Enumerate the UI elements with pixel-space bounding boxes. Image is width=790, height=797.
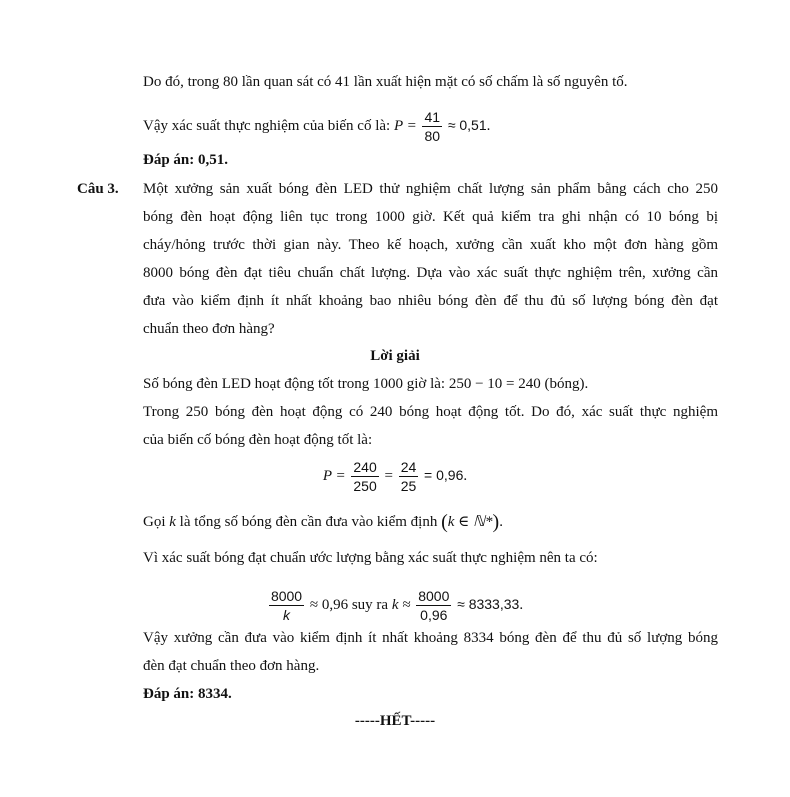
- math-lhs: P =: [393, 117, 417, 134]
- fraction-denominator: k: [283, 607, 291, 623]
- question-line: chuẩn theo đơn hàng?: [143, 321, 275, 337]
- solution-line: Gọi k là tổng số bóng đèn cần đưa vào kiểm định (k ∈ ℕ*).: [143, 511, 503, 533]
- probability-line: Vậy xác suất thực nghiệm của biến cố là: P = $\frac{41}{80}$ ≈ 0,51.: [143, 109, 491, 144]
- text-span: (bóng).: [544, 376, 589, 392]
- fraction: [399, 458, 419, 495]
- fraction-numerator: 8000: [270, 588, 303, 604]
- math-lhs: P =: [322, 467, 346, 484]
- fraction-denominator: 80: [424, 128, 441, 144]
- question-line: Một xưởng sản xuất bóng đèn LED thử nghiệm chất lượng sản phẩm bằng cách cho 250: [143, 181, 718, 197]
- answer-line: Đáp án: 0,51.: [143, 152, 229, 168]
- solution-line: của biến cố bóng đèn hoạt động tốt là:: [143, 432, 373, 448]
- fraction-numerator: 24: [400, 459, 417, 475]
- text-span: Số bóng đèn LED hoạt động tốt trong 1000 giờ là:: [143, 376, 446, 392]
- text-line: Do đó, trong 80 lần quan sát có 41 lần xuất hiện mặt có số chấm là số nguyên tố.: [143, 74, 628, 90]
- math-var: k: [169, 514, 176, 530]
- fraction-denominator: 0,96: [420, 607, 448, 623]
- solution-line: Vậy xưởng cần đưa vào kiểm định ít nhất khoảng 8334 bóng đèn để thu đủ số lượng bóng: [143, 630, 718, 646]
- fraction: [422, 108, 442, 145]
- fraction: [416, 587, 451, 624]
- math-set: k ∈ ℕ*: [447, 514, 493, 530]
- formula-probability: P = $\frac{240}{250}$ = $\frac{24}{25}$ = 0,96.: [322, 459, 468, 494]
- end-marker: -----HẾT-----: [354, 713, 436, 729]
- question-line: bóng đèn hoạt động liên tục trong 1000 giờ. Kết quả kiểm tra ghi nhận có 10 bóng bị: [143, 209, 718, 225]
- fraction-denominator: 25: [400, 478, 417, 494]
- fraction-numerator: 8000: [418, 588, 450, 604]
- math-expr: 250 − 10 = 240: [448, 376, 541, 392]
- text-span: là tổng số bóng đèn cần đưa vào kiểm định: [179, 514, 438, 530]
- fraction-denominator: 250: [353, 478, 377, 494]
- fraction: [351, 458, 378, 495]
- math-rhs: = 0,96: [424, 466, 464, 483]
- math-eq: =: [384, 467, 393, 484]
- solution-line: Vì xác suất bóng đạt chuẩn ước lượng bằng xác suất thực nghiệm nên ta có:: [143, 550, 598, 566]
- fraction: [269, 587, 304, 624]
- fraction-numerator: 41: [424, 109, 441, 125]
- solution-line: [143, 374, 718, 394]
- formula-k: $\frac{8000}{k}$ ≈ 0,96 suy ra k ≈ $\frac{8000}{0,96}$ ≈ 8333,33.: [270, 588, 524, 623]
- math-var: k ≈: [391, 596, 411, 613]
- answer-line: Đáp án: 8334.: [143, 686, 232, 702]
- question-line: 8000 bóng đèn đạt tiêu chuẩn chất lượng. Dựa vào xác suất thực nghiệm trên, xưởng cần: [143, 265, 718, 281]
- question-label: Câu 3.: [77, 181, 119, 197]
- math-mid: ≈ 0,96 suy ra: [309, 596, 389, 613]
- solution-line: đèn đạt chuẩn theo đơn hàng.: [143, 658, 320, 674]
- text-span: Gọi: [143, 514, 166, 530]
- question-line: cháy/hỏng trước thời gian này. Theo kế hoạch, xưởng cần xuất kho một đơn hàng gồm: [143, 237, 718, 253]
- solution-line: Trong 250 bóng đèn hoạt động có 240 bóng hoạt động tốt. Do đó, xác suất thực nghiệm: [143, 404, 718, 420]
- solution-title: Lời giải: [370, 348, 420, 364]
- math-rhs: ≈ 0,51: [447, 116, 487, 133]
- math-rhs: ≈ 8333,33: [457, 595, 520, 612]
- question-line: đưa vào kiểm định ít nhất khoảng bao nhiêu bóng đèn để thu đủ số lượng bóng đèn đạt: [143, 293, 718, 309]
- fraction-numerator: 240: [353, 459, 377, 475]
- text-span: Vậy xác suất thực nghiệm của biến cố là:: [143, 117, 391, 134]
